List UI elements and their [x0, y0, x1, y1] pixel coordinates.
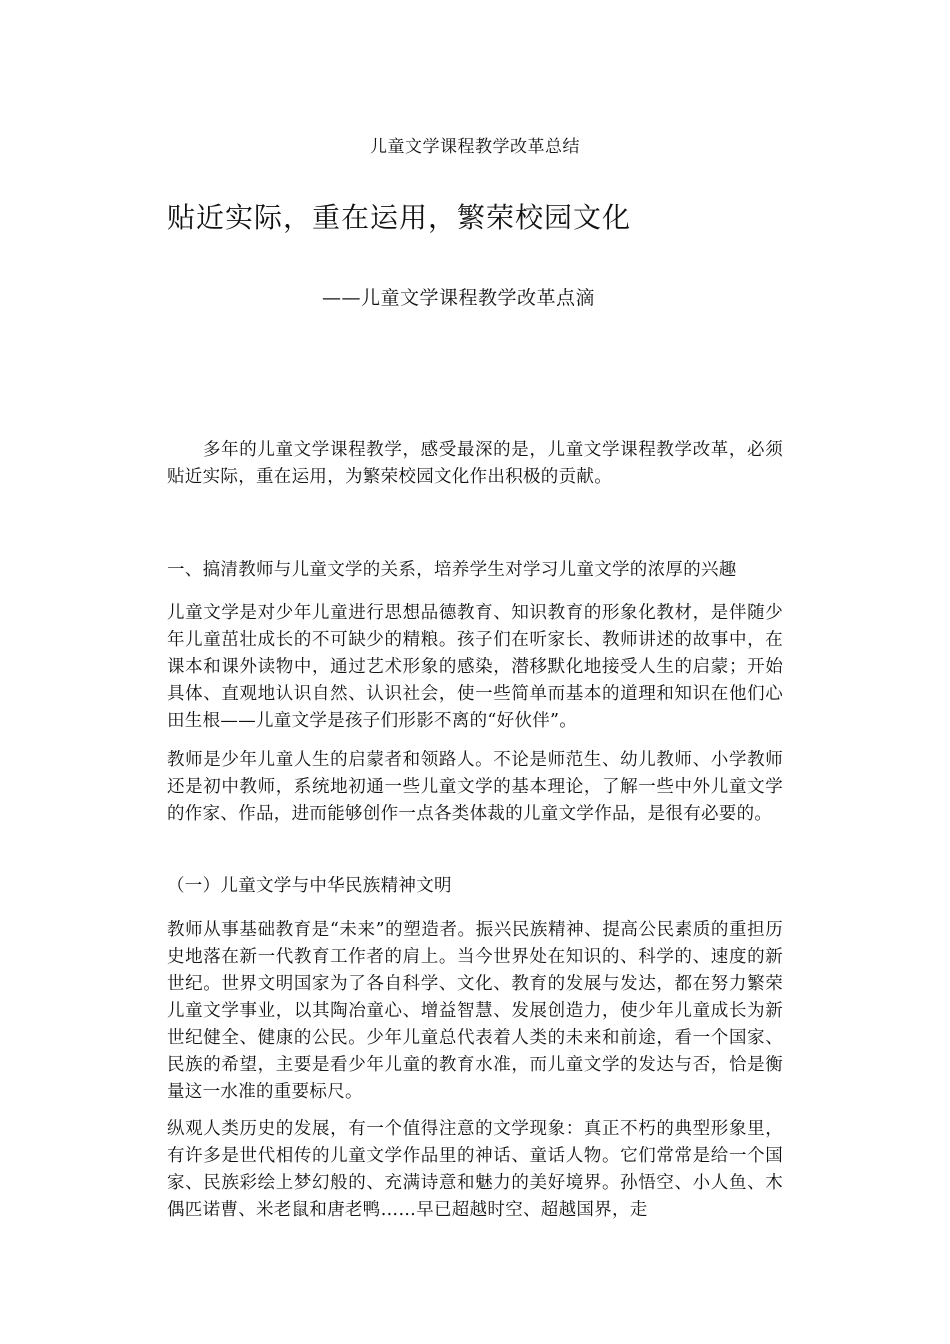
body-paragraph-3: 教师从事基础教育是“未来”的塑造者。振兴民族精神、提高公民素质的重担历史地落在新一代教育工作者的肩上。当今世界处在知识的、科学的、速度的新世纪。世界文明国家为了各自科学、文化、教育的发展与发达，都在努力繁荣儿童文学事业，以其陶冶童心、增益智慧、发展创造力，使少年儿童成长为新世纪健全、健康的公民。少年儿童总代表着人类的未来和前途，看一个国家、民族的希望，主要是看少年儿童的教育水准，而儿童文学的发达与否，恰是衡量这一水准的重要标尺。: [167, 920, 783, 1102]
section-heading: 一、搞清教师与儿童文学的关系，培养学生对学习儿童文学的浓厚的兴趣: [167, 560, 737, 580]
subtitle: ——儿童文学课程教学改革点滴: [322, 287, 596, 309]
body-paragraph-4: 纵观人类历史的发展，有一个值得注意的文学现象：真正不朽的典型形象里，有许多是世代相传的儿童文学作品里的神话、童话人物。它们常常是给一个国家、民族彩绘上梦幻般的、充满诗意和魅力的美好境界。孙悟空、小人鱼、木偶匹诺曹、米老鼠和唐老鸭……早已超越时空、超越国界，走: [167, 1119, 783, 1220]
intro-paragraph: 多年的儿童文学课程教学，感受最深的是，儿童文学课程教学改革，必须贴近实际，重在运用，为繁荣校园文化作出积极的贡献。: [167, 440, 783, 487]
body-paragraph-2: 教师是少年儿童人生的启蒙者和领路人。不论是师范生、幼儿教师、小学教师还是初中教师，系统地初通一些儿童文学的基本理论，了解一些中外儿童文学的作家、作品，进而能够创作一点各类体裁的儿童文学作品，是很有必要的。: [167, 750, 783, 824]
body-paragraph-1: 儿童文学是对少年儿童进行思想品德教育、知识教育的形象化教材，是伴随少年儿童茁壮成长的不可缺少的精粮。孩子们在听家长、教师讲述的故事中，在课本和课外读物中，通过艺术形象的感染，潜移默化地接受人生的启蒙；开始具体、直观地认识自然、认识社会，使一些简单而基本的道理和知识在他们心田生根——儿童文学是孩子们形影不离的“好伙伴”。: [167, 603, 783, 731]
subsection-heading: （一）儿童文学与中华民族精神文明: [167, 876, 452, 896]
main-title: 贴近实际，重在运用，繁荣校园文化: [167, 201, 632, 234]
document-title: 儿童文学课程教学改革总结: [370, 137, 580, 157]
